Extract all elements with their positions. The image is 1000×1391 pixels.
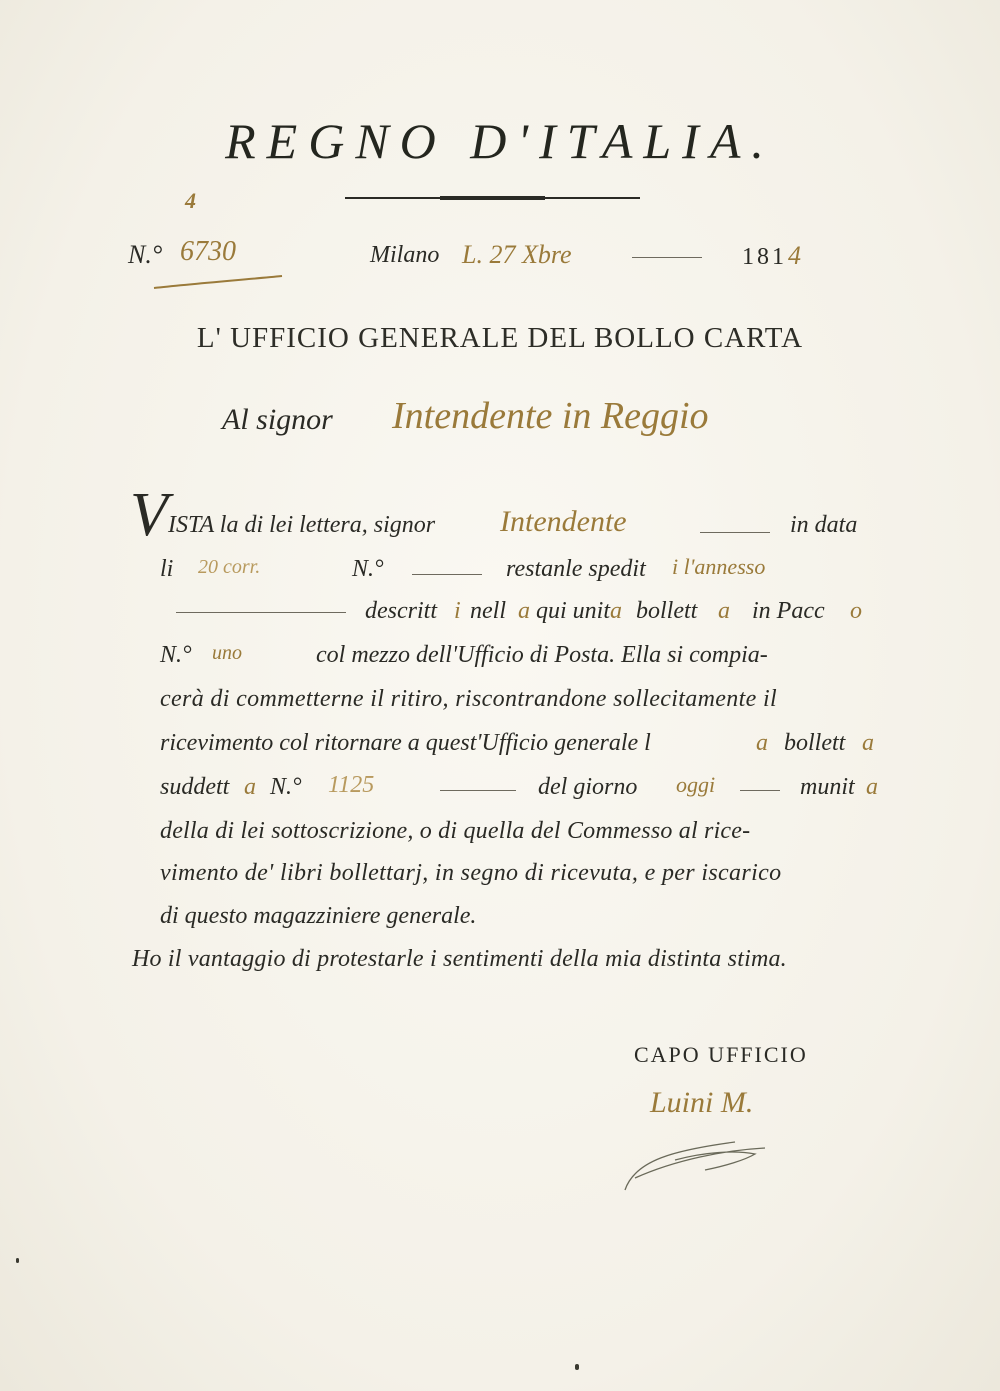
body-line-7-hand2: 1125 [328, 772, 375, 798]
paper-speck [16, 1258, 19, 1263]
body-line-1b: in data [790, 512, 858, 538]
body-line-2b: N.° [352, 556, 384, 582]
date-value: L. 27 Xbre [462, 240, 572, 269]
office-heading: L' UFFICIO GENERALE DEL BOLLO CARTA [196, 322, 804, 354]
body-line-1-rule [700, 532, 770, 533]
body-line-1-hand: Intendente [500, 505, 627, 538]
body-line-2-hand2: i l'annesso [672, 554, 766, 579]
year-handwritten: 4 [788, 241, 801, 270]
body-line-3-hand3: a [610, 598, 622, 624]
body-line-9: vimento de' libri bollettarj, in segno di ricevuta, e per iscarico [160, 860, 782, 886]
body-line-7a: suddett [160, 774, 230, 800]
body-line-10: di questo magazziniere generale. [160, 903, 477, 929]
number-value: 6730 [180, 236, 236, 267]
body-line-6-hand1: a [756, 730, 768, 756]
closing-line: Ho il vantaggio di protestarle i sentimenti della mia distinta stima. [132, 946, 787, 972]
year-printed: 181 [742, 244, 787, 270]
body-line-7-hand1: a [244, 774, 256, 800]
body-line-6-hand2: a [862, 730, 874, 756]
body-line-4-hand: uno [212, 642, 242, 664]
body-line-2-hand1: 20 corr. [198, 556, 261, 578]
number-underline [150, 272, 290, 292]
body-line-3-hand4: a [718, 598, 730, 624]
body-line-3c: qui unit [536, 598, 611, 624]
paper-speck [575, 1364, 579, 1370]
signature-label: CAPO UFFICIO [634, 1042, 808, 1067]
title-rule-center [440, 196, 545, 200]
place-label: Milano [370, 242, 440, 268]
body-line-3d: bollett [636, 598, 698, 624]
addressee-label: Al signor [222, 403, 333, 436]
margin-mark: 4 [185, 188, 196, 213]
body-line-1a: ISTA la di lei lettera, signor [168, 512, 436, 538]
body-line-3-hand5: o [850, 598, 862, 624]
addressee-value: Intendente in Reggio [392, 395, 709, 437]
body-line-5: cerà di commetterne il ritiro, riscontrandone sollecitamente il [160, 686, 778, 712]
body-line-7-hand4: a [866, 774, 878, 800]
body-line-2a: li [160, 556, 174, 582]
number-label: N.° [128, 240, 163, 269]
body-line-7-rule2 [740, 790, 780, 791]
date-rule [632, 257, 702, 258]
body-line-7-rule [440, 790, 516, 791]
body-line-3-hand2: a [518, 598, 530, 624]
body-line-2c: restanle spedit [506, 556, 646, 582]
body-line-7b: N.° [270, 774, 302, 800]
body-line-3e: in Pacc [752, 598, 825, 624]
body-line-8: della di lei sottoscrizione, o di quella del Commesso al rice- [160, 818, 751, 844]
body-line-3a: descritt [365, 598, 437, 624]
body-line-7-hand3: oggi [676, 772, 716, 797]
body-line-7c: del giorno [538, 774, 638, 800]
body-line-3-rule [176, 612, 346, 613]
body-line-7d: munit [800, 774, 855, 800]
drop-cap: V [130, 481, 168, 549]
body-line-4b: col mezzo dell'Ufficio di Posta. Ella si compia- [316, 642, 768, 668]
body-line-4a: N.° [160, 642, 192, 668]
body-line-6b: bollett [784, 730, 846, 756]
body-line-6a: ricevimento col ritornare a quest'Ufficio generale l [160, 730, 651, 756]
body-line-3b: nell [470, 598, 506, 624]
signature-flourish [615, 1120, 775, 1200]
body-line-3-hand1: i [454, 598, 461, 624]
document-title: REGNO D'ITALIA. [225, 113, 775, 169]
signature-name: Luini M. [650, 1086, 754, 1119]
body-line-2-rule [412, 574, 482, 575]
